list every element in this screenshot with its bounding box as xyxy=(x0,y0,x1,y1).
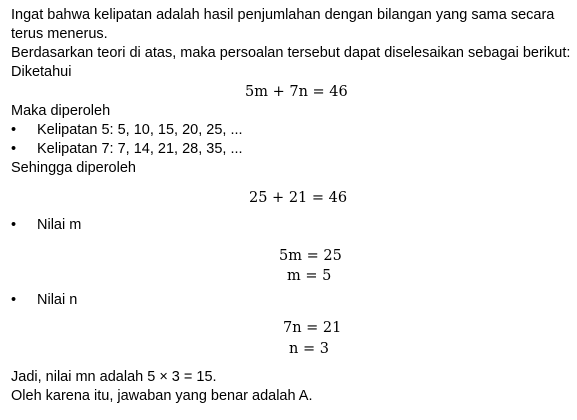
equation-m-step2: m = 5 xyxy=(287,268,332,284)
bullet-n-value xyxy=(11,291,77,310)
equation-n-step1: 7n = 21 xyxy=(283,320,342,336)
bullet-icon: • xyxy=(11,122,17,138)
answer-line: Oleh karena itu, jawaban yang benar adalah A. xyxy=(11,388,313,404)
bullet-icon: • xyxy=(11,292,17,308)
obtained-label: Maka diperoleh xyxy=(11,103,111,119)
conclusion-line: Jadi, nilai mn adalah 5 × 3 = 15. xyxy=(11,369,217,385)
bullet-icon: • xyxy=(11,217,17,233)
bullet-m-value xyxy=(11,216,81,235)
hence-label: Sehingga diperoleh xyxy=(11,160,136,176)
bullet-icon: • xyxy=(11,141,17,157)
multiples-5-text: Kelipatan 5: 5, 10, 15, 20, 25, ... xyxy=(37,122,243,138)
intro-line-2: terus menerus. xyxy=(11,26,108,42)
equation-sum: 25 + 21 = 46 xyxy=(249,190,348,206)
method-line: Berdasarkan teori di atas, maka persoalan tersebut dapat diselesaikan sebagai berikut: xyxy=(11,45,571,61)
m-label: Nilai m xyxy=(37,217,82,233)
equation-n-step2: n = 3 xyxy=(289,341,329,357)
multiples-7-text: Kelipatan 7: 7, 14, 21, 28, 35, ... xyxy=(37,141,243,157)
bullet-multiples-7 xyxy=(11,140,243,159)
equation-m-step1: 5m = 25 xyxy=(279,248,342,264)
known-label: Diketahui xyxy=(11,64,72,80)
equation-given: 5m + 7n = 46 xyxy=(245,84,348,100)
n-label: Nilai n xyxy=(37,292,78,308)
intro-line-1: Ingat bahwa kelipatan adalah hasil penjumlahan dengan bilangan yang sama secara xyxy=(11,7,555,23)
bullet-multiples-5 xyxy=(11,121,243,140)
